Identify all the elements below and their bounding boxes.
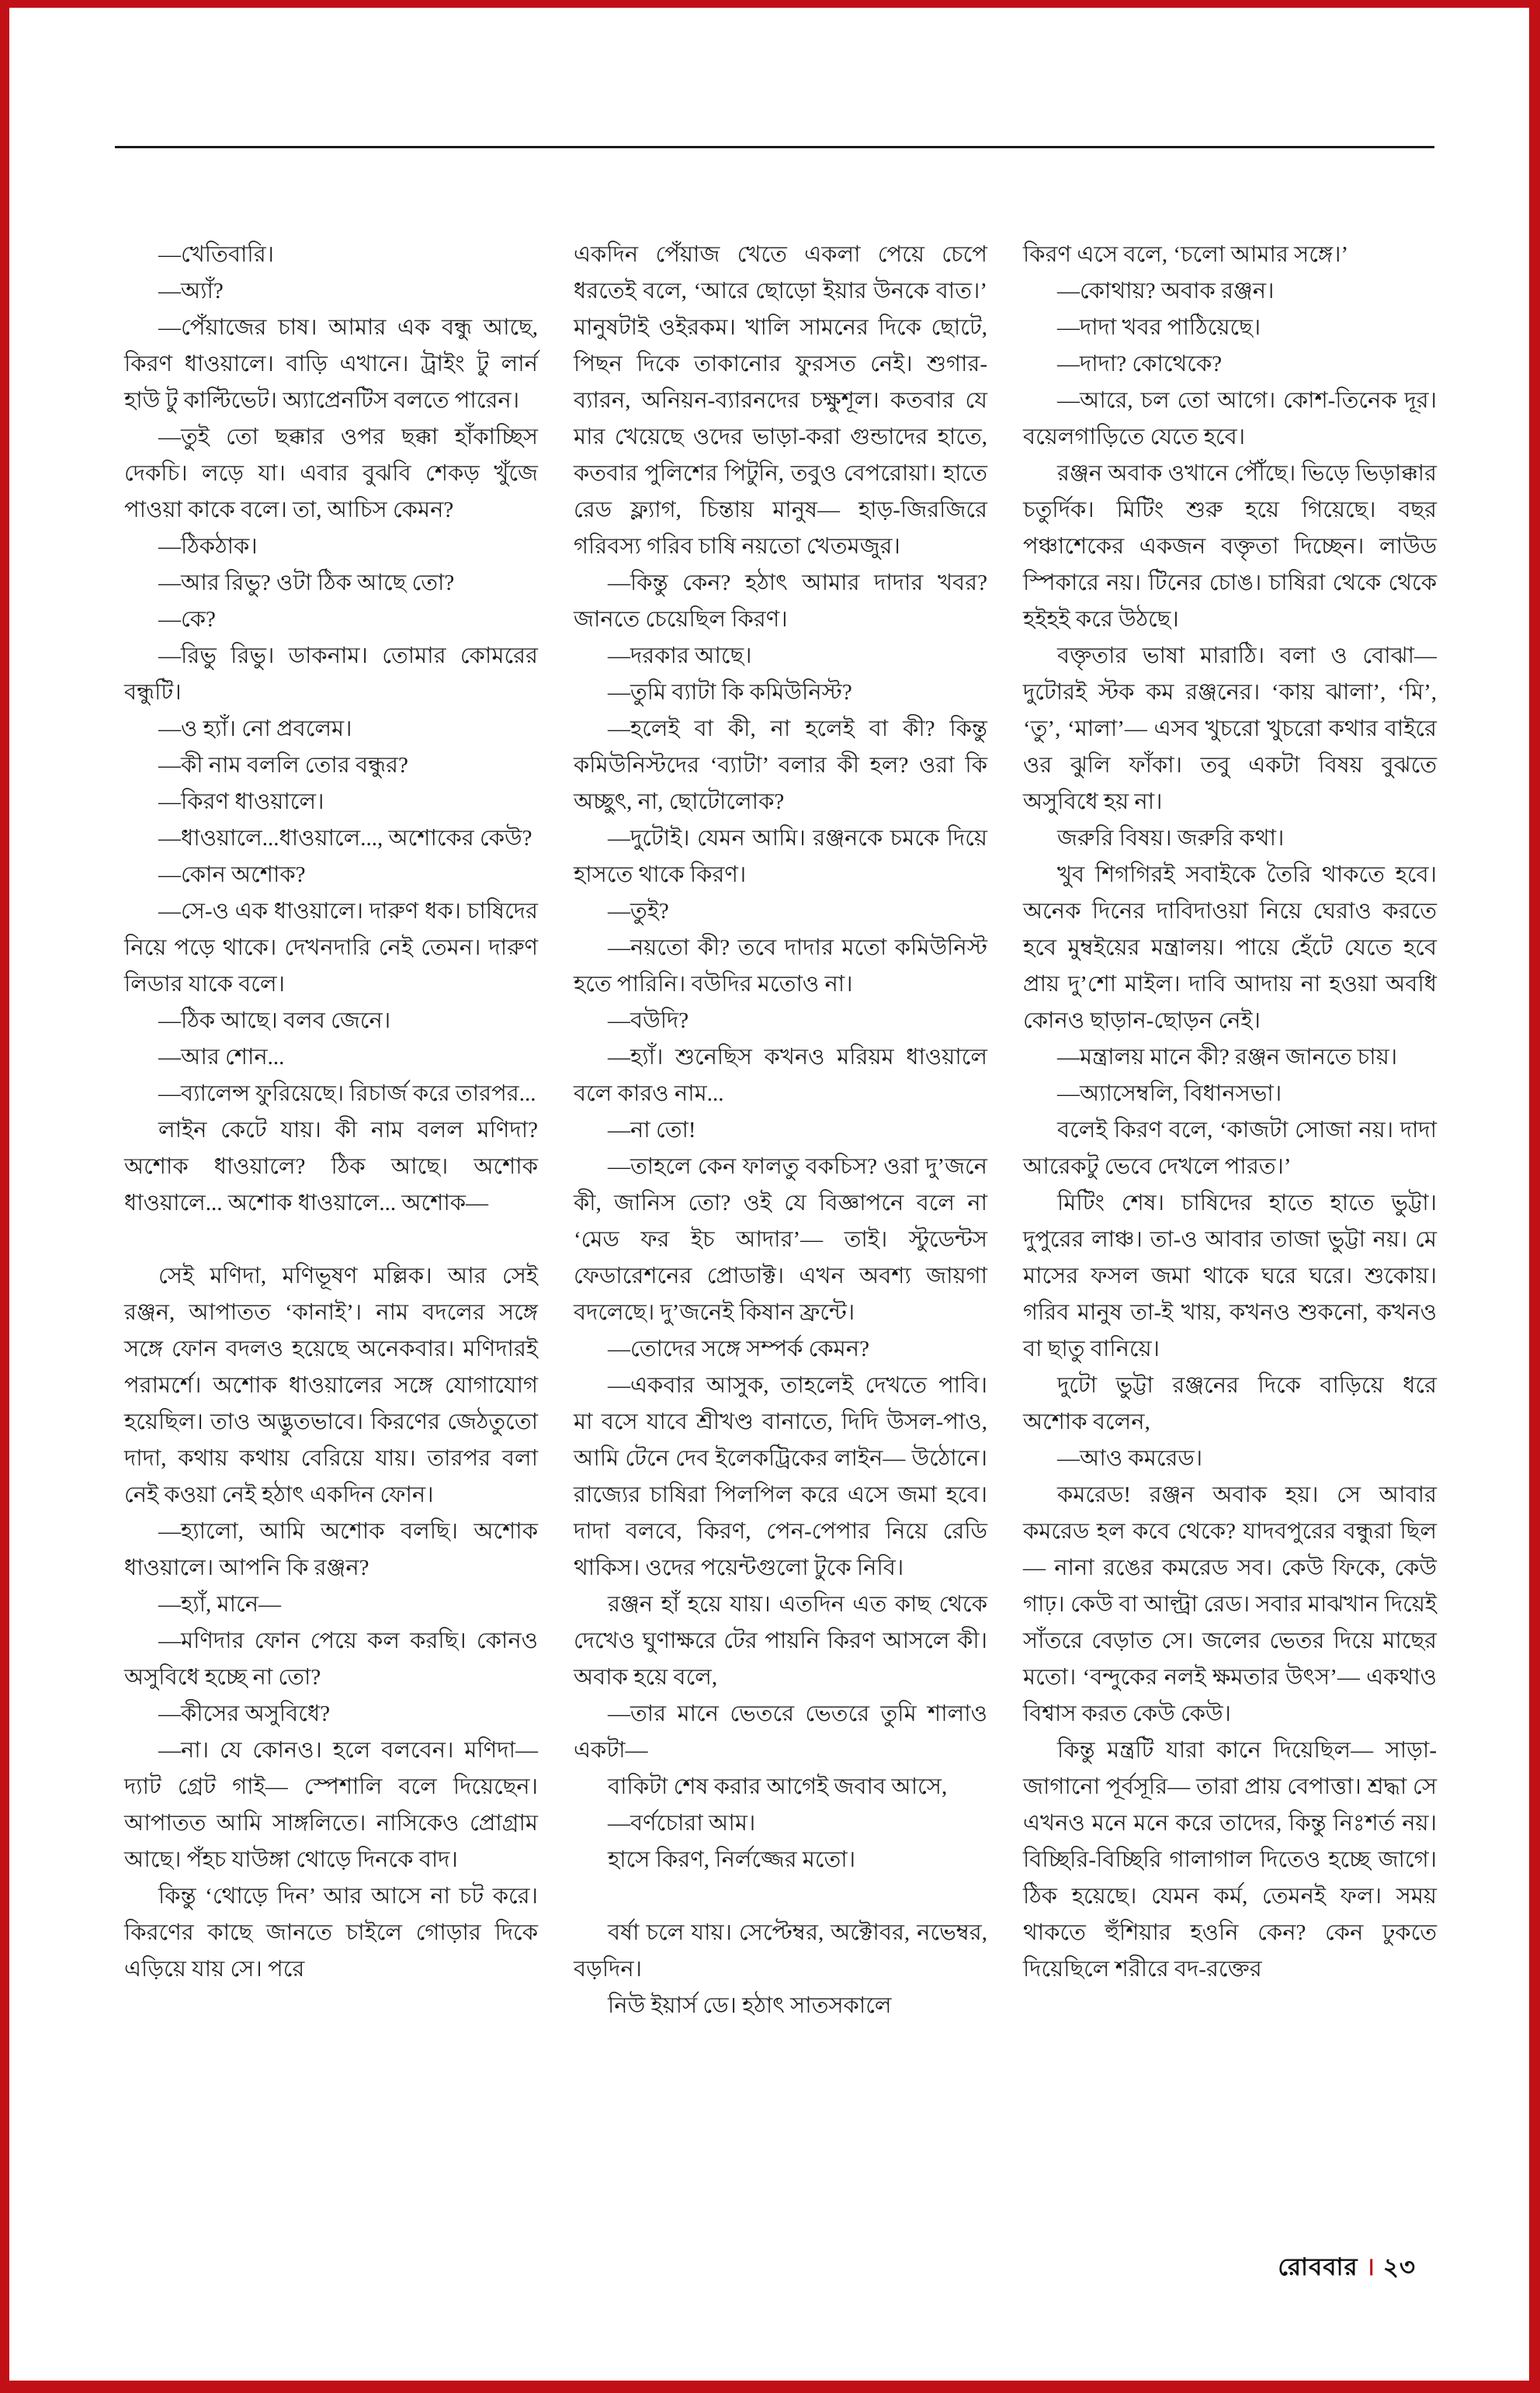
dialogue-paragraph: —কে? [158, 607, 216, 632]
dialogue-paragraph: —দাদা? কোথেকে? [1057, 352, 1223, 376]
prose-paragraph: সেই মণিদা, মণিভূষণ মল্লিক। আর সেই রঞ্জন, আপাতত ‘কানাই’। নাম বদলের সঙ্গে সঙ্গে ফোন বদলও হয়েছে অনেকবার। মণিদারই পরামর্শে। অশোক ধাওয়ালের সঙ্গে যোগাযোগ হয়েছিল। তাও অদ্ভুতভাবে। কিরণের জেঠতুতো দাদা, কথায় কথায় বেরিয়ে যায়। তারপর বলা নেই কওয়া নেই হঠাৎ একদিন ফোন। [124, 1264, 538, 1507]
top-horizontal-rule [115, 146, 1434, 148]
dialogue-paragraph: —কীসের অসুবিধে? [158, 1701, 331, 1726]
text-columns [124, 237, 1438, 2024]
page-footer [1278, 2249, 1416, 2289]
dialogue-paragraph: —আরে, চল তো আগে। কোশ-তিনেক দূর। বয়েলগাড়িতে যেতে হবে। [1023, 388, 1437, 449]
prose-paragraph: হাসে কিরণ, নির্লজ্জের মতো। [608, 1847, 856, 1872]
dialogue-paragraph: —হ্যাঁ। শুনেছিস কখনও মরিয়ম ধাওয়ালে বলে কারও নাম... [574, 1045, 987, 1106]
dialogue-paragraph: —ঠিকঠাক। [158, 534, 258, 559]
dialogue-paragraph: —মণিদার ফোন পেয়ে কল করছি। কোনও অসুবিধে হচ্ছে না তো? [124, 1628, 538, 1690]
dialogue-paragraph: —ঠিক আছে। বলব জেনে। [158, 1008, 391, 1033]
footer-divider: । [1365, 2253, 1375, 2280]
prose-paragraph: খুব শিগগিরই সবাইকে তৈরি থাকতে হবে। অনেক দিনের দাবিদাওয়া নিয়ে ঘেরাও করতে হবে মুম্বইয়ের মন্ত্রালয়। পায়ে হেঁটে যেতে হবে প্রায় দু’শো মাইল। দাবি আদায় না হওয়া অবধি কোনও ছাড়ান-ছোড়ন নেই। [1023, 862, 1437, 1033]
prose-paragraph: মিটিং শেষ। চাষিদের হাতে হাতে ভুট্টা। দুপুরের লাঞ্চ। তা-ও আবার তাজা ভুট্টা নয়। মে মাসের ফসল জমা থাকে ঘরে ঘরে। শুকোয়। গরিব মানুষ তা-ই খায়, কখনও শুকনো, কখনও বা ছাতু বানিয়ে। [1023, 1191, 1437, 1361]
dialogue-paragraph: —পেঁয়াজের চাষ। আমার এক বন্ধু আছে, কিরণ ধাওয়ালে। বাড়ি এখানে। ট্রাইং টু লার্ন হাউ টু কাল্টিভেট। অ্যাপ্রেনটিস বলতে পারেন। [124, 315, 538, 413]
dialogue-paragraph: —তুই? [608, 899, 669, 924]
dialogue-paragraph: —কোন অশোক? [158, 862, 306, 887]
dialogue-paragraph: —বর্ণচোরা আম। [608, 1811, 756, 1836]
dialogue-paragraph: —না তো! [608, 1118, 696, 1143]
text-column-1 [124, 237, 538, 2024]
dialogue-paragraph: —তাহলে কেন ফালতু বকচিস? ওরা দু’জনে কী, জানিস তো? ওই যে বিজ্ঞাপনে বলে না ‘মেড ফর ইচ আদার’— তাই। স্টুডেন্টস ফেডারেশনের প্রোডাক্ট। এখন অবশ্য জায়গা বদলেছে। দু’জনেই কিষান ফ্রন্টে। [574, 1154, 987, 1325]
dialogue-paragraph: —হ্যালো, আমি অশোক বলছি। অশোক ধাওয়ালে। আপনি কি রঞ্জন? [124, 1519, 538, 1580]
dialogue-paragraph: —তার মানে ভেতরে ভেতরে তুমি শালাও একটা— [574, 1701, 987, 1763]
prose-paragraph: বর্ষা চলে যায়। সেপ্টেম্বর, অক্টোবর, নভেম্বর, বড়দিন। [574, 1920, 987, 1982]
dialogue-paragraph: —কিরণ ধাওয়ালে। [158, 789, 324, 814]
dialogue-paragraph: —খেতিবারি। [158, 242, 275, 267]
dialogue-paragraph: —অ্যাঁ? [158, 279, 224, 303]
prose-paragraph: নিউ ইয়ার্স ডে। হঠাৎ সাতসকালে [608, 1993, 892, 2018]
dialogue-paragraph: —কী নাম বললি তোর বন্ধুর? [158, 753, 408, 778]
dialogue-paragraph: —ও হ্যাঁ। নো প্রবলেম। [158, 716, 352, 741]
prose-paragraph: কিন্তু ‘থোড়ে দিন’ আর আসে না চট করে। কিরণের কাছে জানতে চাইলে গোড়ার দিকে এড়িয়ে যায় সে। পরে [124, 1884, 538, 1982]
dialogue-paragraph: —দুটোই। যেমন আমি। রঞ্জনকে চমকে দিয়ে হাসতে থাকে কিরণ। [574, 826, 987, 887]
dialogue-paragraph: —অ্যাসেম্বলি, বিধানসভা। [1057, 1081, 1282, 1106]
dialogue-paragraph: —দরকার আছে। [608, 643, 752, 668]
dialogue-paragraph: —হলেই বা কী, না হলেই বা কী? কিন্তু কমিউনিস্টদের ‘ব্যাটা’ বলার কী হল? ওরা কি অচ্ছুৎ, না, ছোটোলোক? [574, 716, 987, 814]
dialogue-paragraph: —রিভু রিভু। ডাকনাম। তোমার কোমরের বন্ধুটি। [124, 643, 538, 705]
prose-paragraph: বাকিটা শেষ করার আগেই জবাব আসে, [608, 1774, 948, 1799]
page-background [9, 8, 1529, 2381]
text-column-3 [1023, 237, 1437, 2024]
prose-paragraph: বলেই কিরণ বলে, ‘কাজটা সোজা নয়। দাদা আরেকটু ভেবে দেখলে পারত।’ [1023, 1118, 1437, 1179]
magazine-name: রোববার [1278, 2253, 1358, 2280]
dialogue-paragraph: —তুমি ব্যাটা কি কমিউনিস্ট? [608, 680, 852, 705]
dialogue-paragraph: —সে-ও এক ধাওয়ালে। দারুণ ধক। চাষিদের নিয়ে পড়ে থাকে। দেখনদারি নেই তেমন। দারুণ লিডার যাকে বলে। [124, 899, 538, 997]
dialogue-paragraph: —ব্যালেন্স ফুরিয়েছে। রিচার্জ করে তারপর... [158, 1081, 536, 1106]
prose-paragraph: কিন্তু মন্ত্রটি যারা কানে দিয়েছিল— সাড়া-জাগানো পূর্বসূরি— তারা প্রায় বেপাত্তা। শ্রদ্ধা সে এখনও মনে মনে করে তাদের, কিন্তু নিঃশর্ত নয়। বিচ্ছিরি-বিচ্ছিরি গালাগাল দিতেও হচ্ছে জাগে। ঠিক হয়েছে। যেমন কর্ম, তেমনই ফল। সময় থাকতে হুঁশিয়ার হওনি কেন? কেন ঢুকতে দিয়েছিলে শরীরে বদ-রক্তের [1023, 1738, 1437, 1982]
dialogue-paragraph: —কিন্তু কেন? হঠাৎ আমার দাদার খবর? জানতে চেয়েছিল কিরণ। [574, 571, 987, 632]
prose-paragraph: দুটো ভুট্টা রঞ্জনের দিকে বাড়িয়ে ধরে অশোক বলেন, [1023, 1373, 1437, 1434]
dialogue-paragraph: —ধাওয়ালে...ধাওয়ালে..., অশোকের কেউ? [158, 826, 532, 851]
prose-paragraph: লাইন কেটে যায়। কী নাম বলল মণিদা? অশোক ধাওয়ালে? ঠিক আছে। অশোক ধাওয়ালে... অশোক ধাওয়ালে... অশোক— [124, 1118, 538, 1216]
prose-paragraph: একদিন পেঁয়াজ খেতে একলা পেয়ে চেপে ধরতেই বলে, ‘আরে ছোড়ো ইয়ার উনকে বাত।’ মানুষটাই ওইরকম। খালি সামনের দিকে ছোটে, পিছন দিকে তাকানোর ফুরসত নেই। শুগার-ব্যারন, অনিয়ন-ব্যারনদের চক্ষুশূল। কতবার যে মার খেয়েছে ওদের ভাড়া-করা গুন্ডাদের হাতে, কতবার পুলিশের পিটুনি, তবুও বেপরোয়া। হাতে রেড ফ্ল্যাগ, চিন্তায় মানুষ— হাড়-জিরজিরে গরিবস্য গরিব চাষি নয়তো খেতমজুর। [574, 242, 987, 559]
prose-paragraph: কমরেড! রঞ্জন অবাক হয়। সে আবার কমরেড হল কবে থেকে? যাদবপুরের বন্ধুরা ছিল— নানা রঙের কমরেড সব। কেউ ফিকে, কেউ গাঢ়। কেউ বা আল্ট্রা রেড। সবার মাঝখান দিয়েই সাঁতরে বেড়াত সে। জলের ভেতর দিয়ে মাছের মতো। ‘বন্দুকের নলই ক্ষমতার উৎস’— একথাও বিশ্বাস করত কেউ কেউ। [1023, 1483, 1437, 1726]
dialogue-paragraph: —আর শোন... [158, 1045, 285, 1070]
dialogue-paragraph: —কোথায়? অবাক রঞ্জন। [1057, 279, 1275, 303]
prose-paragraph: রঞ্জন হাঁ হয়ে যায়। এতদিন এত কাছ থেকে দেখেও ঘুণাক্ষরে টের পায়নি কিরণ আসলে কী। অবাক হয়ে বলে, [574, 1592, 987, 1690]
prose-paragraph: রঞ্জন অবাক ওখানে পৌঁছে। ভিড়ে ভিড়াক্কার চতুর্দিক। মিটিং শুরু হয়ে গিয়েছে। বছর পঞ্চাশেকের একজন বক্তৃতা দিচ্ছেন। লাউড স্পিকারে নয়। টিনের চোঙ। চাষিরা থেকে থেকে হইহই করে উঠছে। [1023, 461, 1437, 632]
dialogue-paragraph: —না। যে কোনও। হলে বলবেন। মণিদা— দ্যাট গ্রেট গাই— স্পেশালি বলে দিয়েছেন। আপাতত আমি সাঙ্গলিতে। নাসিকেও প্রোগ্রাম আছে। পঁহচ যাউঙ্গা থোড়ে দিনকে বাদ। [124, 1738, 538, 1872]
prose-paragraph: বক্তৃতার ভাষা মারাঠি। বলা ও বোঝা— দুটোরই স্টক কম রঞ্জনের। ‘কায় ঝালা’, ‘মি’, ‘তু’, ‘মালা’— এসব খুচরো খুচরো কথার বাইরে ওর ঝুলি ফাঁকা। তবু একটা বিষয় বুঝতে অসুবিধে হয় না। [1023, 643, 1437, 814]
prose-paragraph: জরুরি বিষয়। জরুরি কথা। [1057, 826, 1285, 851]
dialogue-paragraph: —নয়তো কী? তবে দাদার মতো কমিউনিস্ট হতে পারিনি। বউদির মতোও না। [574, 935, 987, 997]
dialogue-paragraph: —তুই তো ছক্কার ওপর ছক্কা হাঁকাচ্ছিস দেকচি। লড়ে যা। এবার বুঝবি শেকড় খুঁজে পাওয়া কাকে বলে। তা, আচিস কেমন? [124, 425, 538, 522]
dialogue-paragraph: —একবার আসুক, তাহলেই দেখতে পাবি। মা বসে যাবে শ্রীখণ্ড বানাতে, দিদি উসল-পাও, আমি টেনে দেব ইলেকট্রিকের লাইন— উঠোনে। রাজ্যের চাষিরা পিলপিল করে এসে জমা হবে। দাদা বলবে, কিরণ, পেন-পেপার নিয়ে রেডি থাকিস। ওদের পয়েন্টগুলো টুকে নিবি। [574, 1373, 987, 1580]
dialogue-paragraph: —হ্যাঁ, মানে— [158, 1592, 282, 1617]
dialogue-paragraph: —আর রিভু? ওটা ঠিক আছে তো? [158, 571, 455, 595]
dialogue-paragraph: —মন্ত্রালয় মানে কী? রঞ্জন জানতে চায়। [1057, 1045, 1398, 1070]
dialogue-paragraph: —তোদের সঙ্গে সম্পর্ক কেমন? [608, 1337, 869, 1361]
dialogue-paragraph: —আও কমরেড। [1057, 1446, 1203, 1471]
text-column-2 [574, 237, 987, 2024]
prose-paragraph: কিরণ এসে বলে, ‘চলো আমার সঙ্গে।’ [1023, 242, 1349, 267]
dialogue-paragraph: —বউদি? [608, 1008, 689, 1033]
page-number: ২৩ [1382, 2253, 1416, 2280]
dialogue-paragraph: —দাদা খবর পাঠিয়েছে। [1057, 315, 1261, 340]
